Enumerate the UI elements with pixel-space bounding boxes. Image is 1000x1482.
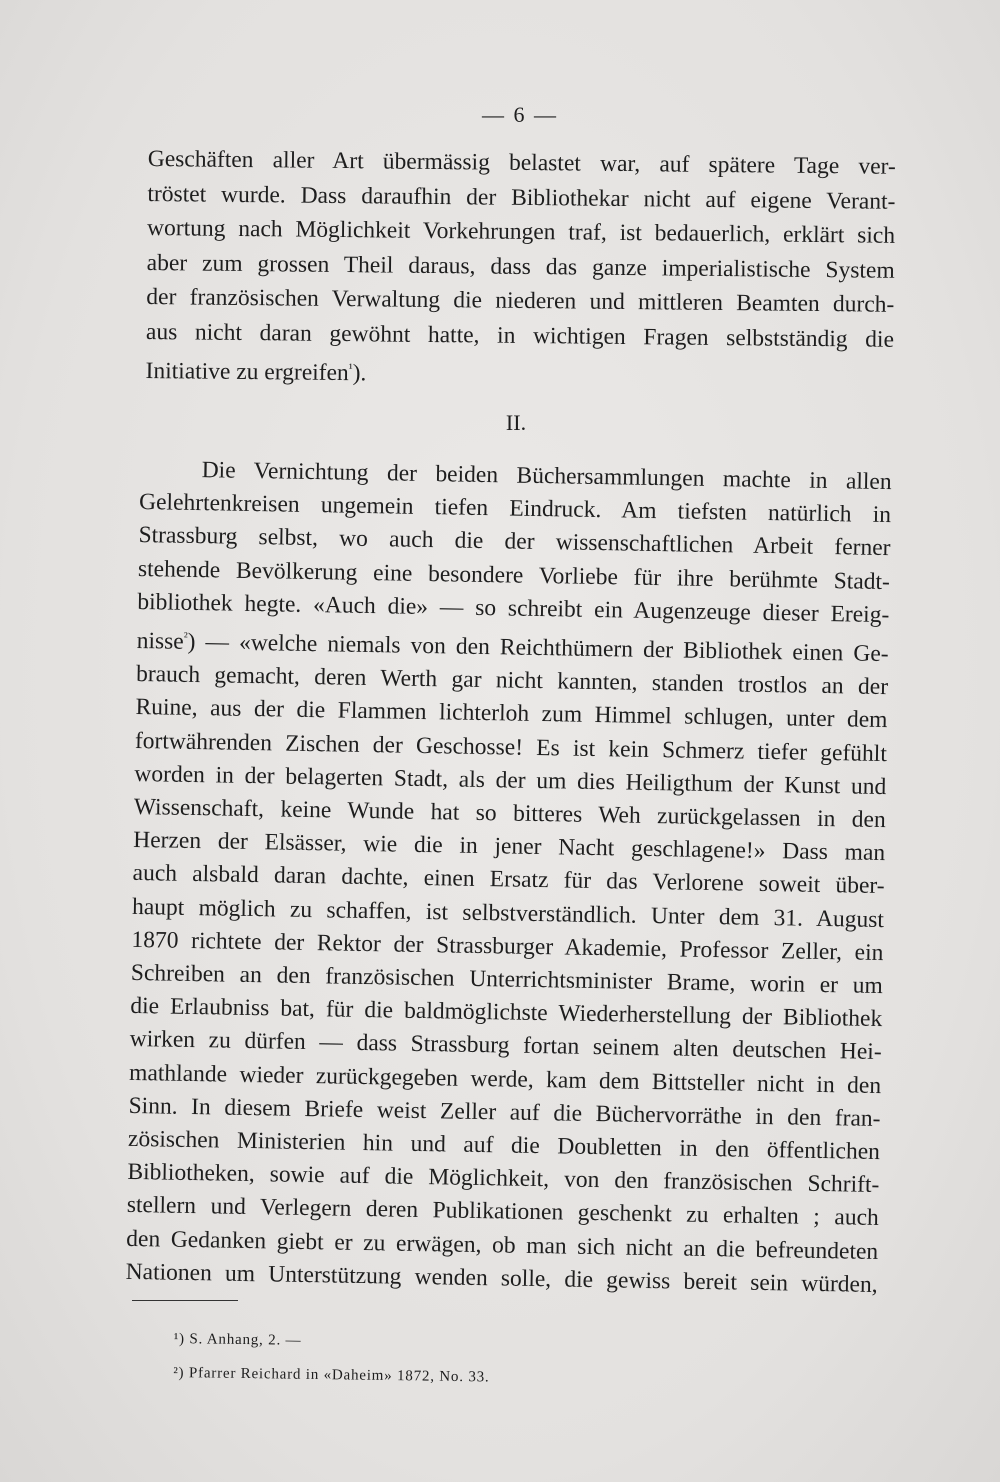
text-line: wirken zu dürfen — dass Strassburg fortan seinem alten deutschen Hei- (129, 1026, 882, 1066)
text-line: worden in der belagerten Stadt, als der um dies Heiligthum der Kunst und (134, 760, 887, 800)
text-line (145, 349, 893, 396)
text-line: Wissenschaft, keine Wunde hat so bitteres Weh zurückgelassen in den (133, 793, 886, 834)
text-line: Ruine, aus der die Flammen lichterloh zum Himmel schlugen, unter dem (135, 694, 888, 734)
text-line: aus nicht daran gewöhnt hatte, in wichtigen Fragen selbstständig die (145, 318, 895, 353)
text-line: die Erlaubniss bat, für die baldmöglichste Wiederherstellung der Bibliothek (130, 993, 883, 1033)
text-line: brauch gemacht, deren Werth gar nicht kannten, standen trostlos an der (135, 661, 889, 701)
footnote-text: Pfarrer Reichard in «Daheim» 1872, No. 33. (188, 1365, 490, 1386)
footnote-mark: ¹) (173, 1330, 185, 1348)
text-line: Schreiben an den französischen Unterrichtsminister Brame, worin er um (130, 959, 884, 1000)
text-line: wortung nach Möglichkeit Vorkehrungen traf, ist bedauerlich, erklärt sich (146, 214, 896, 249)
text-line: Die Vernichtung der beiden Büchersammlungen machte in allen (201, 457, 892, 496)
text-fragment: nisse (136, 627, 184, 655)
text-line: tröstet wurde. Dass daraufhin der Bibliothekar nicht auf eigene Verant- (147, 180, 896, 215)
paragraph-continued (145, 142, 896, 396)
text-line: Herzen der Elsässer, wie die in jener Nacht geschlagene!» Dass man (133, 827, 886, 867)
text-line: der französischen Verwaltung die niederen und mittleren Beamten durch- (146, 283, 895, 318)
footnotes (173, 1322, 674, 1397)
text-fragment: Initiative zu ergreifen (145, 357, 349, 387)
text-fragment: ). (352, 360, 367, 387)
text-line: Gelehrtenkreisen ungemein tiefen Eindruck. Am tiefsten natürlich in (138, 489, 892, 529)
text-line: 1870 richtete der Rektor der Strassburger Akademie, Professor Zeller, ein (131, 926, 884, 966)
text-line: mathlande wieder zurückgegeben werde, kam dem Bittsteller nicht in den (128, 1059, 882, 1099)
text-line: zösischen Ministerien hin und auf die Doubletten in den öffentlichen (127, 1125, 881, 1166)
footnote-reference: ² (183, 628, 188, 644)
footnote-divider (132, 1300, 238, 1301)
text-fragment: ) — «welche niemals von den Reichthümern der Bibliothek einen Ge- (187, 628, 889, 668)
text-line: bibliothek hegte. «Auch die» — so schreibt ein Augenzeuge dieser Ereig- (137, 588, 890, 628)
footnote-reference: ¹ (348, 360, 353, 376)
text-line: Bibliotheken, sowie auf die Möglichkeit, von den französischen Schrift- (127, 1159, 880, 1199)
text-line: aber zum grossen Theil daraus, dass das ganze imperialistische System (146, 249, 895, 284)
text-line: fortwährenden Zischen der Geschosse! Es ist kein Schmerz tiefer gefühlt (134, 727, 888, 767)
text-line: Sinn. In diesem Briefe weist Zeller auf die Büchervorräthe in den fran- (128, 1092, 881, 1132)
text-line: haupt möglich zu schaffen, ist selbstverständlich. Unter dem 31. August (131, 893, 885, 933)
text-line: Nationen um Unterstützung wenden solle, die gewiss bereit sein würden, (125, 1258, 878, 1298)
footnote (173, 1356, 673, 1397)
text-line: Strassburg selbst, wo auch die der wissenschaftlichen Arbeit ferner (138, 522, 891, 562)
text-line: stehende Bevölkerung eine besondere Vorliebe für ihre berühmte Stadt- (137, 555, 891, 595)
page-number: — 6 — (482, 102, 558, 127)
text-line: auch alsbald daran dachte, einen Ersatz für das Verlorene soweit über- (132, 860, 885, 900)
text-line: stellern und Verlegern deren Publikationen geschenkt zu erhalten ; auch (126, 1192, 879, 1232)
text-line: Geschäften aller Art übermässig belastet war, auf spätere Tage ver- (147, 145, 896, 180)
paragraph (125, 453, 891, 1302)
footnote-mark: ²) (173, 1364, 185, 1382)
section-heading: II. (505, 410, 527, 435)
text-line: den Gedanken giebt er zu erwägen, ob man sich nicht an die befreundeten (126, 1225, 879, 1265)
footnote-text: S. Anhang, 2. — (189, 1331, 302, 1349)
